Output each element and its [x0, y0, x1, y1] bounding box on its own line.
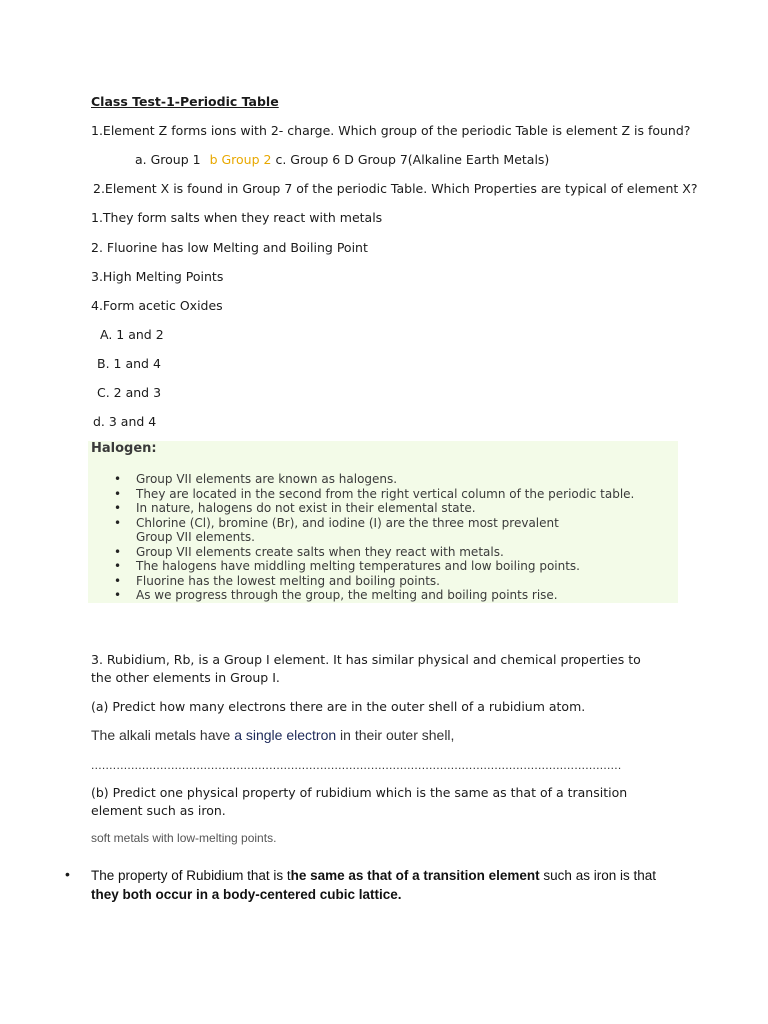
list-item: • The halogens have middling melting temperatures and low boiling points.	[114, 559, 634, 574]
final-bold-2: they both occur in a body-centered cubic lattice.	[91, 887, 402, 902]
answer-option-d: d. 3 and 4	[93, 414, 157, 429]
statement-1: 1.They form salts when they react with metals	[91, 210, 383, 225]
list-item: • Fluorine has the lowest melting and boiling points.	[114, 574, 634, 589]
page-title: Class Test-1-Periodic Table	[91, 94, 279, 109]
final-text-2: such as iron is that	[539, 868, 656, 883]
list-item: • In nature, halogens do not exist in their elemental state.	[114, 501, 634, 516]
option-a: a. Group 1	[135, 152, 201, 167]
list-item: • They are located in the second from the right vertical column of the periodic table.	[114, 487, 634, 502]
final-text-1: The property of Rubidium that is t	[91, 868, 291, 883]
answer-3a-prefix: The alkali metals have	[91, 727, 235, 743]
statement-2: 2. Fluorine has low Melting and Boiling Point	[91, 240, 368, 255]
halogen-heading: Halogen:	[91, 441, 157, 456]
question-1: 1.Element Z forms ions with 2- charge. Which group of the periodic Table is element Z is found?	[91, 123, 691, 138]
answer-option-a: A. 1 and 2	[100, 327, 164, 342]
option-rest: c. Group 6 D Group 7(Alkaline Earth Metals)	[275, 152, 550, 167]
question-2: 2.Element X is found in Group 7 of the periodic Table. Which Properties are typical of element X?	[93, 181, 698, 196]
option-b-highlighted: b Group 2	[209, 152, 272, 167]
statement-4: 4.Form acetic Oxides	[91, 298, 223, 313]
answer-option-c: C. 2 and 3	[97, 385, 162, 400]
question-3-part-b: (b) Predict one physical property of rubidium which is the same as that of a transition element such as iron.	[91, 785, 628, 818]
answer-3a-suffix: in their outer shell,	[336, 727, 455, 743]
question-1-options	[135, 152, 549, 167]
answer-3b: soft metals with low-melting points.	[91, 831, 277, 845]
answer-dotted-line: ..................................................................................................................................................	[91, 758, 622, 772]
answer-3a	[91, 727, 454, 743]
final-bold-1: he same as that of a transition element	[290, 868, 540, 883]
answer-3a-highlight: a single electron	[234, 727, 337, 743]
list-item-continuation: Group VII elements.	[136, 530, 255, 544]
answer-option-b: B. 1 and 4	[97, 356, 161, 371]
question-3-part-a: (a) Predict how many electrons there are in the outer shell of a rubidium atom.	[91, 699, 586, 714]
bullet-icon: •	[65, 866, 70, 882]
list-item: • Chlorine (Cl), bromine (Br), and iodine (I) are the three most prevalent	[114, 516, 634, 531]
halogen-points-list	[114, 472, 634, 603]
question-3: 3. Rubidium, Rb, is a Group I element. It has similar physical and chemical properties to the other elements in Group I.	[91, 652, 641, 685]
list-item: • As we progress through the group, the melting and boiling points rise.	[114, 588, 634, 603]
list-item: • Group VII elements create salts when they react with metals.	[114, 545, 634, 560]
statement-3: 3.High Melting Points	[91, 269, 224, 284]
list-item: • Group VII elements are known as halogens.	[114, 472, 634, 487]
final-answer-paragraph	[91, 866, 661, 904]
